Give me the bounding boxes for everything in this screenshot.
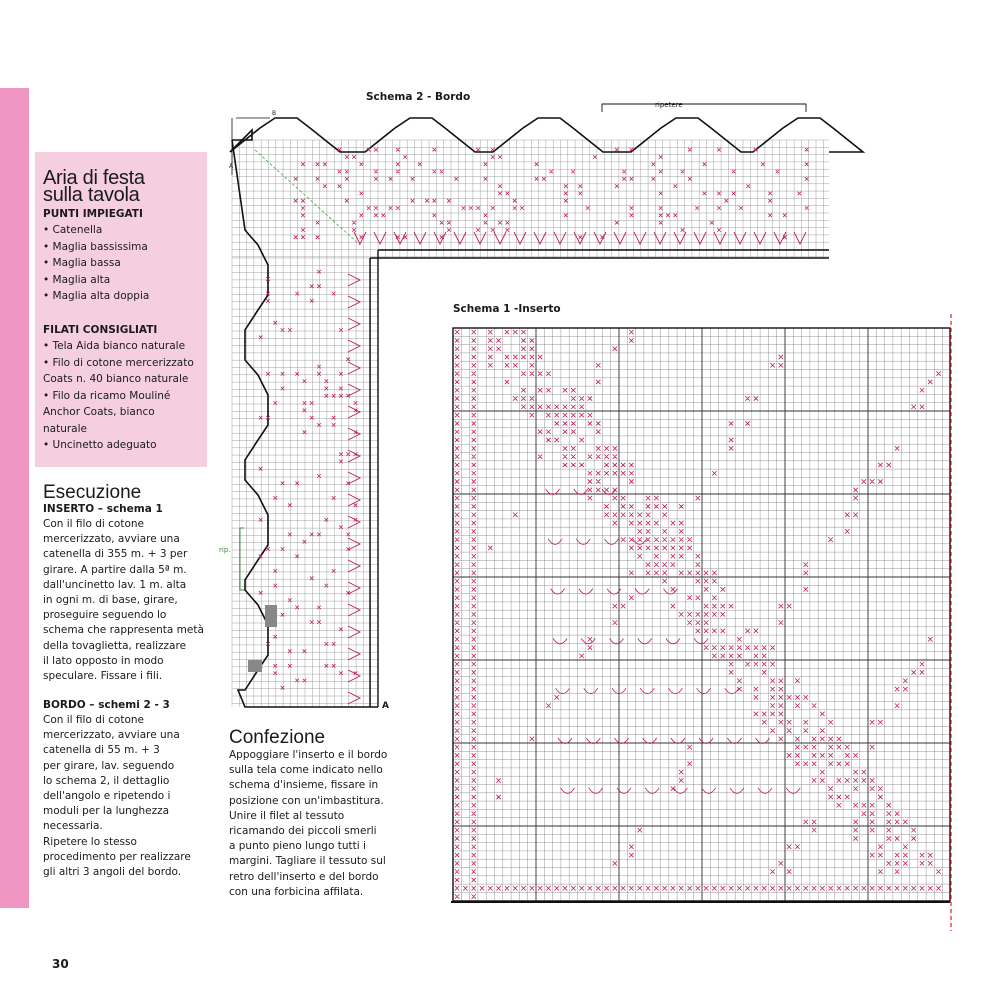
punti-heading: PUNTI IMPIEGATI [43, 208, 143, 220]
insert-grid [453, 328, 950, 901]
text-line: per girare, lav. seguendo [43, 759, 175, 772]
filati-heading: FILATI CONSIGLIATI [43, 324, 158, 336]
text-line: sulla tela come indicato nello [229, 764, 383, 777]
list-item: • Maglia alta doppia [43, 290, 150, 302]
list-item: naturale [43, 422, 87, 435]
list-item: • Catenella [43, 224, 103, 236]
list-item: • Maglia bassissima [43, 240, 148, 253]
text-line: della tovaglietta, realizzare [43, 639, 187, 652]
label-a: A [229, 163, 234, 170]
list-item: Coats n. 40 bianco naturale [43, 373, 189, 385]
text-line: proseguire seguendo lo [43, 609, 167, 622]
esecuzione-heading: Esecuzione [43, 482, 142, 503]
text-line: catenella di 55 m. + 3 [43, 744, 160, 757]
text-line: mercerizzato, avviare una [43, 533, 180, 546]
list-item: • Tela Aida bianco naturale [43, 340, 186, 352]
text-line: posizione con un'imbastitura. [229, 794, 384, 807]
text-line: retro dell'inserto e del bordo [229, 870, 379, 883]
list-item: • Filo di cotone mercerizzato [43, 356, 194, 369]
list-item: • Maglia bassa [43, 257, 121, 269]
text-line: ricamando dei piccoli smerli [229, 825, 377, 838]
text-line: dall'uncinetto lav. 1 m. alta [43, 578, 187, 591]
inserto-heading: INSERTO – schema 1 [43, 503, 163, 515]
text-line: necessaria. [43, 820, 103, 833]
schema2-title: Schema 2 - Bordo [366, 91, 471, 103]
insert-arc-marks [546, 489, 801, 793]
text-line: Con il filo di cotone [43, 518, 144, 530]
title-line-2: sulla tavola [43, 184, 140, 206]
text-line: gli altri 3 angoli del bordo. [43, 866, 182, 879]
text-line: Unire il filet al tessuto [229, 809, 345, 822]
text-line: con una forbicina affilata. [229, 885, 364, 898]
rip-label: rip. [219, 546, 231, 554]
text-line: lo schema 2, il dettaglio [43, 774, 170, 787]
text-line: Appoggiare l'inserto e il bordo [229, 749, 388, 761]
list-item: • Filo da ricamo Mouliné [43, 389, 171, 402]
text-line: speculare. Fissare i fili. [43, 670, 163, 683]
text-line: dell'angolo e ripetendo i [43, 790, 171, 803]
confezione-heading: Confezione [229, 727, 326, 748]
text-line: schema che rappresenta metà [43, 624, 204, 637]
text-line: girare. A partire dalla 5ª m. [43, 563, 187, 576]
label-a-bottom: A [382, 701, 389, 711]
schema1-title: Schema 1 -Inserto [453, 303, 561, 315]
list-item: • Maglia alta [43, 273, 111, 286]
text-line: il lato opposto in modo [43, 654, 164, 667]
text-line: schema d'insieme, fissare in [229, 779, 379, 792]
list-item: • Uncinetto adeguato [43, 439, 157, 451]
text-line: catenella di 355 m. + 3 per [43, 548, 188, 561]
text-line: procedimento per realizzare [43, 850, 191, 863]
bordo-heading: BORDO – schemi 2 - 3 [43, 699, 170, 711]
label-b: B [272, 110, 277, 117]
page-number: 30 [52, 957, 69, 971]
ripetere-label: ripetere [655, 101, 683, 109]
title-line-1: Aria di festa [43, 167, 145, 189]
text-line: margini. Tagliare il tessuto sul [229, 855, 386, 868]
text-line: mercerizzato, avviare una [43, 729, 180, 742]
text-line: Con il filo di cotone [43, 714, 144, 726]
text-line: a punto pieno lungo tutti i [229, 840, 366, 853]
text-line: moduli per la lunghezza [43, 805, 170, 818]
list-item: Anchor Coats, bianco [43, 406, 155, 418]
text-line: in ogni m. di base, girare, [43, 594, 178, 607]
text-line: Ripetere lo stesso [43, 835, 137, 848]
